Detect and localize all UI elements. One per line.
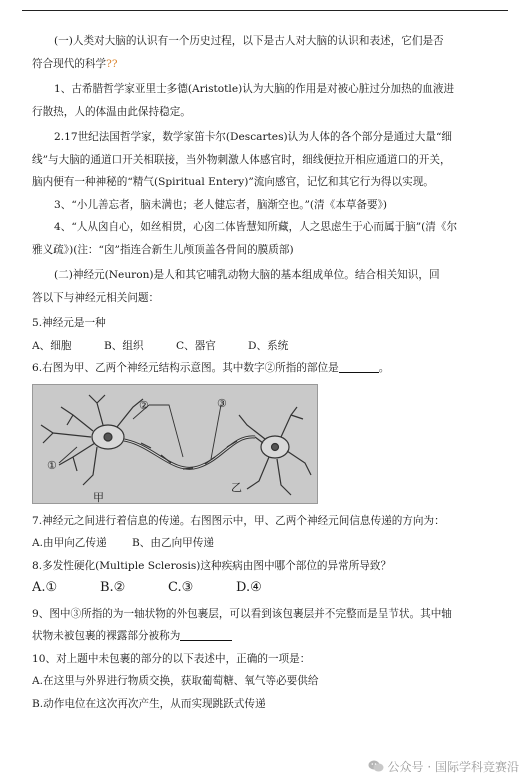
question-marks: ?? <box>106 57 118 70</box>
watermark <box>365 757 522 775</box>
q5-option-b: B、组织 <box>104 339 144 352</box>
q5-option-c: C、器官 <box>176 339 216 352</box>
q9-line-1: 9、图中③所指的为一轴状物的外包裹层，可以看到该包裹层并不完整而是呈节状。其中轴 <box>32 607 452 620</box>
q5-text: 5.神经元是一种 <box>32 317 106 329</box>
statement-4-line-2: 雅义疏》)(注：“囟”指连合新生儿颅顶盖各骨间的膜质部) <box>32 243 294 256</box>
q8-option-b: B.② <box>100 580 126 595</box>
q9-line-2: 状物未被包裹的裸露部分被称为 <box>32 625 502 648</box>
q8-option-a: A.① <box>32 580 58 595</box>
statement-1-line-2: 行散热，人的体温由此保持稳定。 <box>32 105 191 118</box>
q6-answer-blank[interactable] <box>339 360 379 373</box>
neuron-diagram <box>33 385 317 503</box>
intro-line-1: (一)人类对大脑的认识有一个历史过程，以下是古人对大脑的认识和表述，它们是否 <box>54 35 444 47</box>
label-2: ② <box>139 398 149 412</box>
label-1: ① <box>47 458 57 472</box>
q8-option-c: C.③ <box>168 580 194 595</box>
neuron-figure <box>32 384 318 504</box>
statement-2-line-1: 2.17世纪法国哲学家，数学家笛卡尔(Descartes)认为人体的各个部分是通过大量“细 <box>54 131 452 143</box>
q10-option-a: A.在这里与外界进行物质交换，获取葡萄糖、氧气等必要供给 <box>32 675 319 687</box>
q8-text: 8.多发性硬化(Multiple Sclerosis)这种疾病由图中哪个部位的异常所导致？ <box>32 559 392 572</box>
section2-line-1: (二)神经元(Neuron)是人和其它哺乳动物大脑的基本组成单位。结合相关知识，回 <box>54 269 440 281</box>
content <box>32 30 502 715</box>
statement-2-line-2: 线”与大脑的通道口开关相联接，当外物刺激人体感官时，细线便拉开相应通道口的开关， <box>32 153 451 166</box>
watermark-text: 公众号 · 国际学科竞赛沿 <box>387 759 519 774</box>
label-3: ③ <box>217 396 227 410</box>
label-jia: 甲 <box>93 490 104 504</box>
q9-answer-blank[interactable] <box>180 628 232 641</box>
q5-options <box>32 335 502 358</box>
q6-text: 6.右图为甲、乙两个神经元结构示意图。其中数字②所指的部位是 。 <box>32 362 390 374</box>
q7-option-a: A.由甲向乙传递 <box>32 537 107 549</box>
q5-option-d: D、系统 <box>248 339 289 352</box>
statement-4-line-1: 4、“人从囟自心，如丝相贯，心囟二体皆慧知所藏，人之思虑生于心而属于脑”(清《尔 <box>54 221 458 233</box>
top-rule <box>22 10 508 11</box>
q8-options <box>32 577 502 600</box>
section2-line-2: 答以下与神经元相关问题： <box>32 291 160 304</box>
q10-option-b: B.动作电位在这次再次产生，从而实现跳跃式传递 <box>32 697 266 710</box>
q8-option-d: D.④ <box>236 580 262 595</box>
q10-text: 10、对上题中未包裹的部分的以下表述中，正确的一项是： <box>32 652 311 665</box>
wechat-icon <box>368 759 384 773</box>
label-yi: 乙 <box>231 480 242 494</box>
q5-option-a: A、细胞 <box>32 339 72 352</box>
intro-line-2: 符合现代的科学?? <box>32 57 118 70</box>
q7-options <box>32 532 502 555</box>
q7-text: 7.神经元之间进行着信息的传递。右图图示中，甲、乙两个神经元间信息传递的方向为： <box>32 514 445 527</box>
statement-2-line-3: 脑内便有一种神秘的“精气(Spiritual Entery)”流向感官，记忆和其它行为得以实现。 <box>32 176 434 188</box>
statement-3: 3、“小儿善忘者，脑未满也；老人健忘者，脑渐空也。”(清《本草备要》) <box>54 198 388 211</box>
statement-1-line-1: 1、古希腊哲学家亚里士多德(Aristotle)认为大脑的作用是对被心脏过分加热的血液进 <box>54 83 455 95</box>
q7-option-b: B、由乙向甲传递 <box>132 537 214 549</box>
